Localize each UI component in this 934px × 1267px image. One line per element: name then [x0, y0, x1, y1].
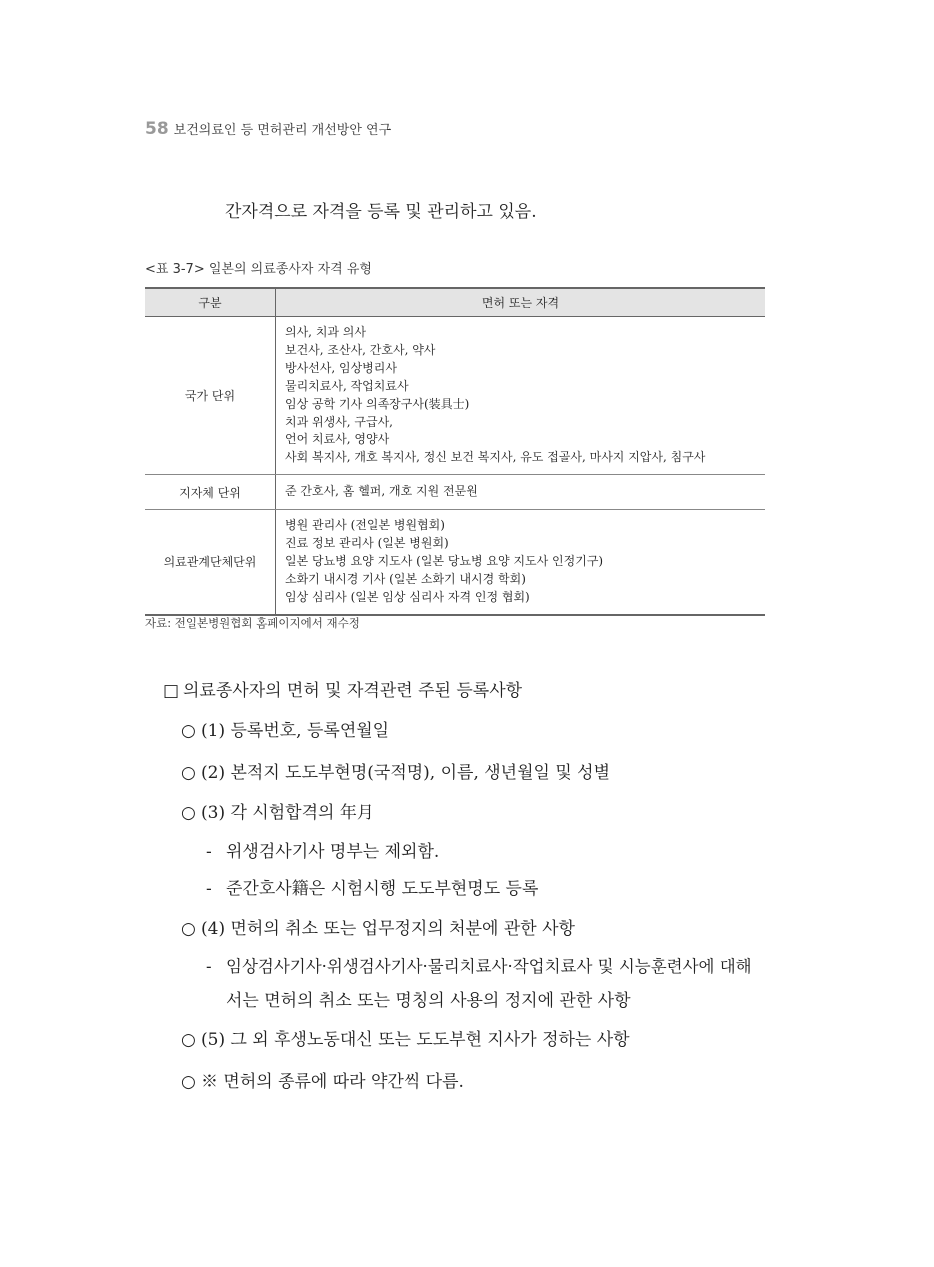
license-item: 진료 정보 관리사 (일본 병원회) [285, 536, 449, 551]
table-row [145, 475, 765, 510]
license-table [145, 287, 765, 616]
license-item: 물리치료사, 작업치료사 [285, 378, 409, 393]
license-item: 임상 심리사 (일본 임상 심리사 자격 인정 협회) [285, 589, 530, 604]
list-item-text: (1) 등록번호, 등록연월일 [201, 721, 390, 741]
dash-bullet-icon: - [206, 842, 212, 862]
list-item-text: ※ 면허의 종류에 따라 약간씩 다름. [201, 1072, 464, 1092]
running-title: 보건의료인 등 면허관리 개선방안 연구 [173, 123, 392, 138]
license-item: 일본 당뇨병 요양 지도사 (일본 당뇨병 요양 지도사 인정기구) [285, 553, 604, 568]
list-item [181, 1067, 464, 1092]
list-item-text: (3) 각 시험합격의 年月 [201, 803, 374, 823]
row-category: 지자체 단위 [145, 475, 276, 510]
license-item: 보건사, 조산사, 간호사, 약사 [285, 342, 436, 357]
sub-list-item [206, 874, 538, 899]
list-item [181, 914, 575, 939]
section-heading-text: 의료종사자의 면허 및 자격관련 주된 등록사항 [183, 681, 523, 701]
sub-list-item-continuation: 서는 면허의 취소 또는 명칭의 사용의 정지에 관한 사항 [226, 991, 631, 1011]
row-category: 의료관계단체단위 [145, 510, 276, 615]
license-item: 준 간호사, 홈 헬퍼, 개호 지원 전문원 [285, 484, 478, 499]
intro-text: 간자격으로 자격을 등록 및 관리하고 있음. [225, 202, 537, 222]
sub-list-item-text: 임상검사기사·위생검사기사·물리치료사·작업치료사 및 시능훈련사에 대해 [226, 957, 752, 976]
sub-list-item [206, 953, 752, 977]
list-item-text: (2) 본적지 도도부현명(국적명), 이름, 생년월일 및 성별 [201, 763, 611, 783]
circle-bullet-icon: ○ [181, 1030, 196, 1050]
column-header-category: 구분 [145, 288, 276, 317]
running-header [145, 119, 391, 139]
license-item: 방사선사, 임상병리사 [285, 360, 397, 375]
list-item [181, 1025, 630, 1050]
circle-bullet-icon: ○ [181, 721, 196, 741]
table-row [145, 510, 765, 615]
license-item: 소화기 내시경 기사 (일본 소화기 내시경 학회) [285, 571, 526, 586]
sub-list-item-text: 준간호사籍은 시험시행 도도부현명도 등록 [226, 879, 539, 899]
column-header-license: 면허 또는 자격 [276, 288, 766, 317]
license-item: 의사, 치과 의사 [285, 325, 366, 339]
table-header-row [145, 288, 765, 317]
table-row [145, 317, 765, 475]
license-item: 치과 위생사, 구급사, [285, 414, 393, 429]
dash-bullet-icon: - [206, 879, 212, 899]
sub-list-item-text: 위생검사기사 명부는 제외함. [226, 842, 440, 862]
list-item-text: (4) 면허의 취소 또는 업무정지의 처분에 관한 사항 [201, 919, 575, 939]
section-heading [163, 676, 522, 701]
dash-bullet-icon: - [206, 957, 212, 976]
row-items [276, 475, 766, 510]
table-caption: <표 3-7> 일본의 의료종사자 자격 유형 [145, 262, 372, 277]
list-item [181, 798, 374, 823]
circle-bullet-icon: ○ [181, 803, 196, 823]
page-number: 58 [145, 119, 169, 139]
circle-bullet-icon: ○ [181, 1072, 196, 1092]
square-bullet-icon: □ [163, 681, 180, 701]
row-items [276, 317, 766, 475]
list-item-text: (5) 그 외 후생노동대신 또는 도도부현 지사가 정하는 사항 [201, 1030, 630, 1050]
list-item [181, 716, 389, 741]
list-item [181, 758, 610, 783]
license-item: 병원 관리사 (전일본 병원협회) [285, 518, 445, 533]
circle-bullet-icon: ○ [181, 763, 196, 783]
row-category: 국가 단위 [145, 317, 276, 475]
table-source: 자료: 전일본병원협회 홈페이지에서 재수정 [145, 616, 360, 630]
sub-list-item [206, 837, 439, 862]
license-item: 사회 복지사, 개호 복지사, 정신 보건 복지사, 유도 접골사, 마사지 지압사, 침구사 [285, 450, 706, 465]
circle-bullet-icon: ○ [181, 919, 196, 939]
license-item: 언어 치료사, 영양사 [285, 432, 390, 447]
license-item: 임상 공학 기사 의족장구사(装具士) [285, 396, 470, 411]
row-items [276, 510, 766, 615]
